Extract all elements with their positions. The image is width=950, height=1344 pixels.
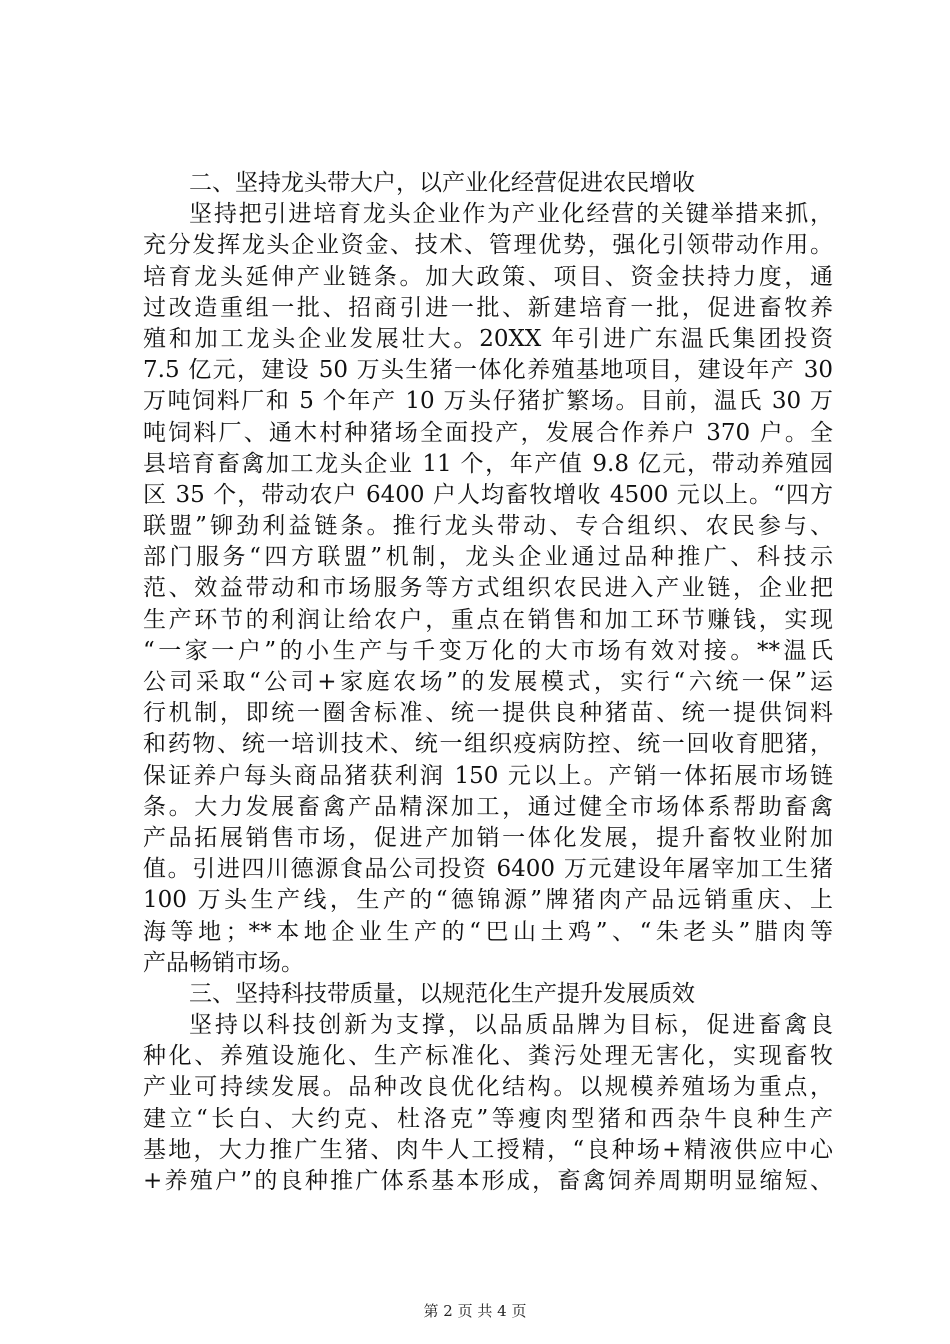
paragraph-line: 县培育畜禽加工龙头企业 11 个，年产值 9.8 亿元，带动养殖园: [143, 450, 833, 477]
paragraph-line: 吨饲料厂、通木村种猪场全面投产，发展合作养户 370 户。全: [143, 419, 833, 446]
paragraph-line: 产品畅销市场。: [143, 949, 304, 976]
paragraph-line: 范、效益带动和市场服务等方式组织农民进入产业链，企业把: [143, 575, 833, 602]
paragraph-line: 产业可持续发展。品种改良优化结构。以规模养殖场为重点，: [143, 1074, 833, 1101]
paragraph-line: 保证养户每头商品猪获利润 150 元以上。产销一体拓展市场链: [143, 762, 833, 789]
paragraph-line: 条。大力发展畜禽产品精深加工，通过健全市场体系帮助畜禽: [143, 793, 833, 820]
paragraph-line: 坚持把引进培育龙头企业作为产业化经营的关键举措来抓，: [189, 201, 833, 228]
paragraph-line: 部门服务“四方联盟”机制，龙头企业通过品种推广、科技示: [143, 544, 833, 571]
paragraph-line: 公司采取“公司+家庭农场”的发展模式，实行“六统一保”运: [143, 669, 833, 695]
document-body: [143, 168, 833, 1197]
paragraph-line: 过改造重组一批、招商引进一批、新建培育一批，促进畜牧养: [143, 294, 833, 321]
paragraph-line: 产品拓展销售市场，促进产加销一体化发展，提升畜牧业附加: [143, 824, 833, 851]
paragraph-line: +养殖户”的良种推广体系基本形成，畜禽饲养周期明显缩短、: [143, 1168, 833, 1194]
paragraph-line: 和药物、统一培训技术、统一组织疫病防控、统一回收育肥猪，: [143, 731, 833, 758]
paragraph-line: 值。引进四川德源食品公司投资 6400 万元建设年屠宰加工生猪: [143, 856, 833, 883]
section-heading-2: 二、坚持龙头带大户，以产业化经营促进农民增收: [189, 170, 695, 196]
paragraph-line: 充分发挥龙头企业资金、技术、管理优势，强化引领带动作用。: [143, 232, 833, 259]
paragraph-line: 区 35 个，带动农户 6400 户人均畜牧增收 4500 元以上。“四方: [143, 481, 833, 508]
paragraph-line: 坚持以科技创新为支撑，以品质品牌为目标，促进畜禽良: [189, 1012, 833, 1039]
paragraph-line: 殖和加工龙头企业发展壮大。20XX 年引进广东温氏集团投资: [143, 325, 833, 352]
paragraph-line: 联盟”铆劲利益链条。推行龙头带动、专合组织、农民参与、: [143, 513, 833, 540]
paragraph-line: 生产环节的利润让给农户，重点在销售和加工环节赚钱，实现: [143, 606, 833, 633]
paragraph-line: “一家一户”的小生产与千变万化的大市场有效对接。**温氏: [143, 637, 833, 664]
paragraph-line: 100 万头生产线，生产的“德锦源”牌猪肉产品远销重庆、上: [143, 887, 833, 914]
paragraph-line: 基地，大力推广生猪、肉牛人工授精，“良种场+精液供应中心: [143, 1136, 833, 1163]
paragraph-line: 培育龙头延伸产业链条。加大政策、项目、资金扶持力度，通: [143, 263, 833, 290]
paragraph-line: 海等地；**本地企业生产的“巴山土鸡”、“朱老头”腊肉等: [143, 918, 833, 945]
paragraph-line: 万吨饲料厂和 5 个年产 10 万头仔猪扩繁场。目前，温氏 30 万: [143, 388, 833, 415]
paragraph-line: 7.5 亿元，建设 50 万头生猪一体化养殖基地项目，建设年产 30: [143, 357, 833, 384]
paragraph-line: 建立“长白、大约克、杜洛克”等瘦肉型猪和西杂牛良种生产: [143, 1105, 833, 1132]
page-footer: 第 2 页 共 4 页: [423, 1302, 527, 1320]
paragraph-line: 种化、养殖设施化、生产标准化、粪污处理无害化，实现畜牧: [143, 1043, 833, 1070]
section-heading-3: 三、坚持科技带质量，以规范化生产提升发展质效: [189, 980, 695, 1007]
paragraph-line: 行机制，即统一圈舍标准、统一提供良种猪苗、统一提供饲料: [143, 700, 833, 727]
